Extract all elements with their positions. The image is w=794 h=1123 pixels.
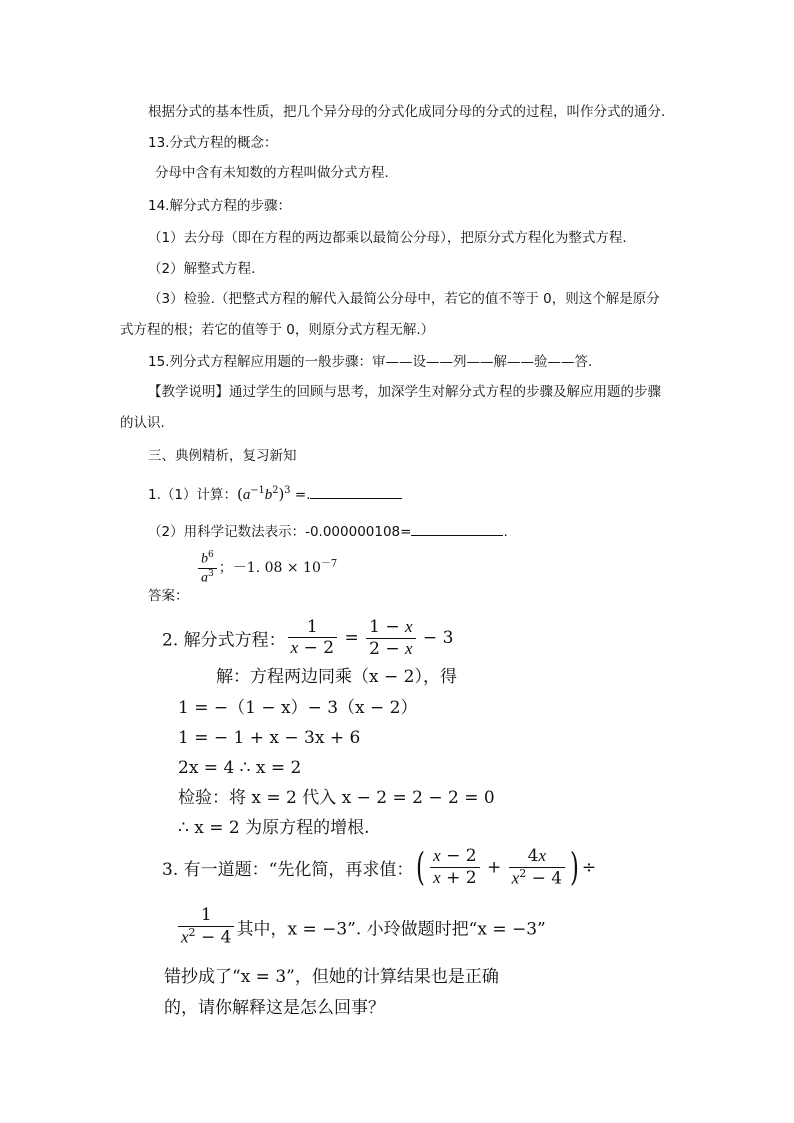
q1-answer-blank-2 [411, 521, 503, 536]
q1-answer-fraction: $\frac{b^6}{a^3}$ [198, 550, 217, 587]
paragraph-common-denominator: 根据分式的基本性质，把几个异分母的分式化成同分母的分式的过程，叫作分式的通分. [148, 104, 666, 120]
q3-line1-prefix: 3. 有一道题：“先化简，再求值： [162, 859, 414, 880]
step-1: （1）去分母（即在方程的两边都乘以最简公分母），把原分式方程化为整式方程. [148, 230, 627, 246]
q1-answer-expr [196, 550, 337, 587]
q1-expression: $(a^{-1}b^2)^3$ [236, 485, 291, 503]
q3-frac-b: $\frac{4x}{x^2 - 4}$ [509, 846, 565, 889]
paragraph-fractional-equation-def: 分母中含有未知数的方程叫做分式方程. [155, 165, 389, 181]
q2-frac-left: $\frac{1}{x - 2}$ [288, 618, 337, 659]
teaching-note-line2: 的认识. [120, 415, 165, 431]
q3-line4: 的，请你解释这是怎么回事？ [164, 998, 385, 1018]
q3-frac-c: $\frac{1}{x^2 - 4}$ [178, 906, 234, 948]
q2-title-prefix: 2. 解分式方程： [162, 630, 286, 651]
q3-line1: 3. 有一道题：“先化简，再求值：( $\frac{x - 2}{x + 2}$ + $\frac{4x}{x^2 - 4}$ ) ÷ [162, 845, 597, 890]
q2-solution-intro: 解：方程两边同乘（x − 2），得 [216, 667, 457, 687]
heading-14: 14.解分式方程的步骤： [148, 198, 291, 214]
q2-check: 检验：将 x = 2 代入 x − 2 = 2 − 2 = 0 [178, 788, 495, 808]
heading-15: 15.列分式方程解应用题的一般步骤：审——设——列——解——验——答. [148, 354, 593, 370]
q3-line2-rest: 其中，x = −3”. 小玲做题时把“x = −3” [236, 919, 546, 940]
q1-equals: =. [294, 487, 311, 503]
q1-part1 [148, 481, 402, 505]
q1-answer-label: 答案： [148, 588, 189, 604]
q3-line2 [176, 906, 546, 948]
q2-step1: 1 = −（1 − x）− 3（x − 2） [178, 698, 418, 718]
q3-line3: 错抄成了“x = 3”，但她的计算结果也是正确 [164, 967, 499, 987]
q3-line1-suffix: ÷ [581, 857, 597, 878]
q1-part2-suffix: . [503, 524, 508, 540]
step-3-line2: 式方程的根；若它的值等于 0，则原分式方程无解.） [120, 322, 435, 338]
q2-step3: 2x = 4 ∴ x = 2 [178, 758, 302, 778]
q2-frac-right: $\frac{1 - x}{2 - x}$ [366, 617, 415, 659]
teaching-note-line1: 【教学说明】通过学生的回顾与思考，加深学生对解分式方程的步骤及解应用题的步骤 [148, 384, 661, 400]
heading-13: 13.分式方程的概念： [148, 135, 278, 151]
q3-frac-a: $\frac{x - 2}{x + 2}$ [430, 846, 479, 888]
section-three-heading: 三、典例精析，复习新知 [148, 448, 297, 464]
q2-conclusion: ∴ x = 2 为原方程的增根. [178, 818, 370, 838]
q1-answer-blank-1 [310, 484, 402, 499]
q2-title: 2. 解分式方程： $\frac{1}{x - 2}$ = $\frac{1 - x}{2 - x}$ − 3 [162, 616, 454, 659]
step-3-line1: （3）检验.（把整式方程的解代入最简公分母中，若它的值不等于 0，则这个解是原分 [148, 291, 660, 307]
q1-part2-prefix: （2）用科学记数法表示：-0.000000108= [148, 524, 412, 540]
step-2: （2）解整式方程. [148, 261, 256, 277]
q1-part2 [148, 521, 508, 542]
q1-part1-prefix: 1.（1）计算： [148, 487, 237, 503]
q2-step2: 1 = − 1 + x − 3x + 6 [178, 728, 361, 748]
q1-answer-exp: －7 [320, 558, 338, 570]
q1-answer-rest: ；－1. 08 × 10 [218, 559, 321, 576]
